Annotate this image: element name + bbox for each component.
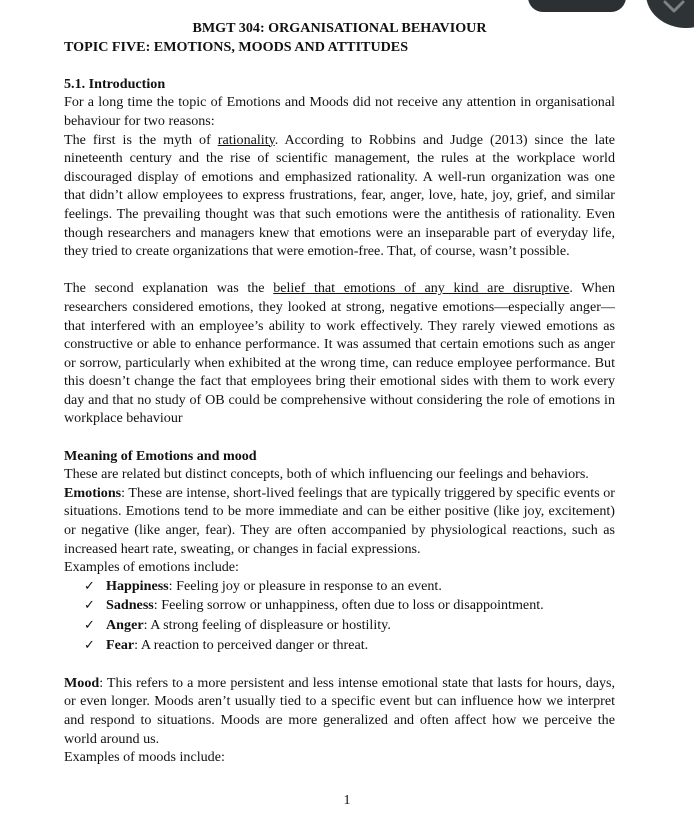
list-item: ✓ Fear: A reaction to perceived danger or threat. — [84, 636, 615, 656]
meaning-heading: Meaning of Emotions and mood — [64, 447, 257, 464]
list-item: ✓ Sadness: Feeling sorrow or unhappiness, often due to loss or disappointment. — [84, 596, 615, 616]
chevron-down-icon — [663, 0, 685, 14]
topic-title: TOPIC FIVE: EMOTIONS, MOODS AND ATTITUDES — [64, 38, 409, 55]
emotions-definition: Emotions: These are intense, short-lived feelings that are typically triggered by specific events or situations. Emotions tend to be more immediate and can be either positive (like joy, excitement) or negative (like anger, fear). They are often accompanied by physiological reactions, such as increased heart rate, sweating, or changes in facial expressions. — [64, 484, 615, 557]
checkmark-icon: ✓ — [84, 578, 95, 594]
disruptive-underline: belief that emotions of any kind are disruptive — [273, 280, 570, 297]
intro-heading: 5.1. Introduction — [64, 75, 166, 92]
checkmark-icon: ✓ — [84, 637, 95, 653]
checkmark-icon: ✓ — [84, 618, 95, 633]
list-item: ✓ Anger: A strong feeling of displeasure or hostility. — [84, 616, 615, 636]
overlay-expand-button[interactable] — [646, 0, 694, 28]
meaning-paragraph: These are related but distinct concepts, both of which influencing our feelings and behaviors. — [64, 466, 589, 483]
document-page — [64, 0, 615, 767]
checkmark-icon: ✓ — [84, 598, 95, 614]
intro-paragraph-1: For a long time the topic of Emotions and Moods did not receive any attention in organisational behaviour for two reasons: — [64, 94, 615, 129]
emotions-list — [64, 577, 615, 655]
page-number: 1 — [343, 793, 351, 808]
moods-examples-label: Examples of moods include: — [64, 749, 225, 766]
intro-paragraph-3: The second explanation was the belief that emotions of any kind are disruptive. When researchers considered emotions, they looked at strong, negative emotions—especially anger—that interfered with an employee’s ability to work effectively. They rarely viewed emotions as constructive or able to enhance performance. It was assumed that certain emotions such as anger or sorrow, particularly when exhibited at the wrong time, can reduce employee performance. But this doesn’t change the fact that employees bring their emotional sides with them to work every day and that no study of OB could be comprehensive without considering the role of emotions in workplace behaviour — [64, 280, 615, 427]
course-title: BMGT 304: ORGANISATIONAL BEHAVIOUR — [192, 20, 487, 36]
intro-paragraph-2: The first is the myth of rationality. According to Robbins and Judge (2013) since the late nineteenth century and the rise of scientific management, the rules at the workplace world discouraged display of emotions and emphasized rationality. A well-run organization was one that didn’t allow employees to express frustrations, fear, anger, love, hate, joy, grief, and similar feelings. The prevailing thought was that such emotions were the antithesis of rationality. Even though researchers and managers knew that emotions were an inseparable part of everyday life, they tried to create organizations that were emotion-free. That, of course, wasn’t possible. — [64, 131, 616, 260]
rationality-underline: rationality — [217, 131, 275, 148]
mood-definition: Mood: This refers to a more persistent and less intense emotional state that lasts for hours, days, or even longer. Moods aren’t usually tied to a specific event but can influence how we interpret and respond to situations. Moods are more generalized and often affect how we perceive the world around us. — [64, 674, 615, 747]
emotions-examples-label: Examples of emotions include: — [64, 559, 239, 576]
list-item: ✓ Happiness: Feeling joy or pleasure in response to an event. — [84, 577, 615, 597]
